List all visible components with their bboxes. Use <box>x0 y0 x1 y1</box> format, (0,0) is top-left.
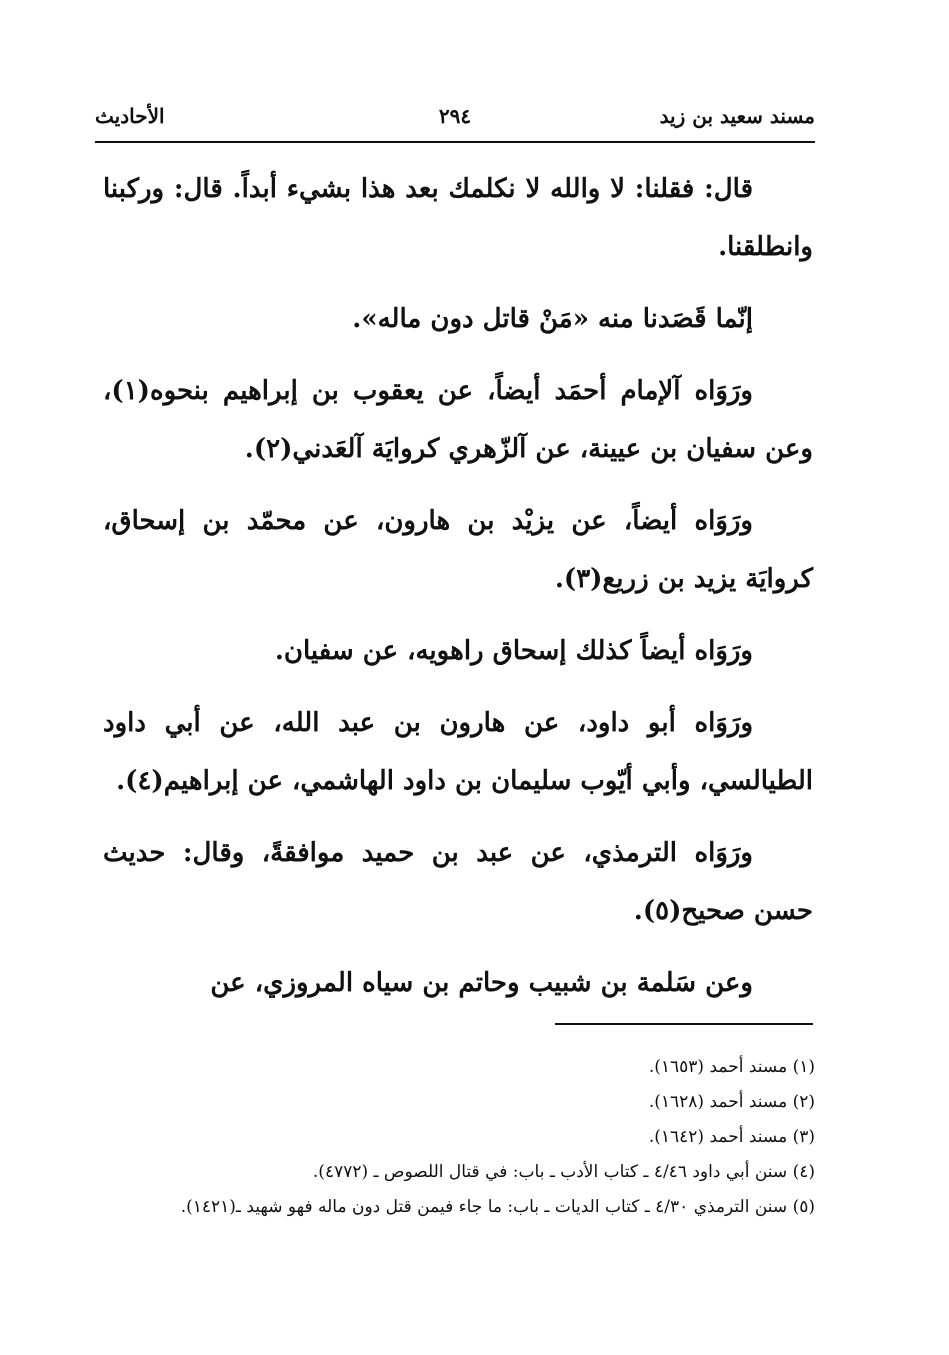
paragraph: ورَوَاه أبو داود، عن هارون بن عبد الله، عن أبي داود الطيالسي، وأبي أيّوب سليمان بن داود الهاشمي، عن إبراهيم(٤). <box>103 708 813 796</box>
footnote: (٢) مسند أحمد (١٦٢٨). <box>648 1092 815 1112</box>
footnote: (١) مسند أحمد (١٦٥٣). <box>648 1057 815 1077</box>
paragraph: إنّما قَصَدنا منه «مَنْ قاتل دون ماله». <box>352 304 753 334</box>
paragraph: ورَوَاه آلإمام أحمَد أيضاً، عن يعقوب بن إبراهيم بنحوه(١)، وعن سفيان بن عيينة، عن آلزّهري كروايَة آلعَدني(٢). <box>103 376 813 464</box>
paragraph: قال: فقلنا: لا والله لا نكلمك بعد هذا بشيء أبداً. قال: وركبنا وانطلقنا. <box>103 174 813 262</box>
paragraph: ورَوَاه الترمذي، عن عبد بن حميد موافقةً، وقال: حديث حسن صحيح(٥). <box>103 838 813 926</box>
section-title: الأحاديث <box>95 104 165 128</box>
main-text <box>103 160 813 1026</box>
header-divider <box>95 141 815 143</box>
footnotes <box>110 1050 815 1225</box>
footnote: (٣) مسند أحمد (١٦٤٢). <box>648 1127 815 1147</box>
paragraph: ورَوَاه أيضاً، عن يزيْد بن هارون، عن محمّد بن إسحاق، كروايَة يزيد بن زريع(٣). <box>103 506 813 594</box>
running-header <box>95 104 815 138</box>
page-number: ٢٩٤ <box>438 104 472 128</box>
paragraph: ورَوَاه أيضاً كذلك إسحاق راهويه، عن سفيان. <box>274 636 753 666</box>
paragraph: وعن سَلمة بن شبيب وحاتم بن سياه المروزي، عن <box>210 968 753 998</box>
footnote-divider <box>555 1023 813 1025</box>
footnote: (٤) سنن أبي داود ٤/٤٦ ـ كتاب الأدب ـ باب: في قتال اللصوص ـ (٤٧٧٢). <box>312 1162 815 1182</box>
book-title: مسند سعيد بن زيد <box>659 104 815 128</box>
footnote: (٥) سنن الترمذي ٤/٣٠ ـ كتاب الديات ـ باب: ما جاء فيمن قتل دون ماله فهو شهيد ـ(١٤٢١). <box>180 1197 815 1217</box>
